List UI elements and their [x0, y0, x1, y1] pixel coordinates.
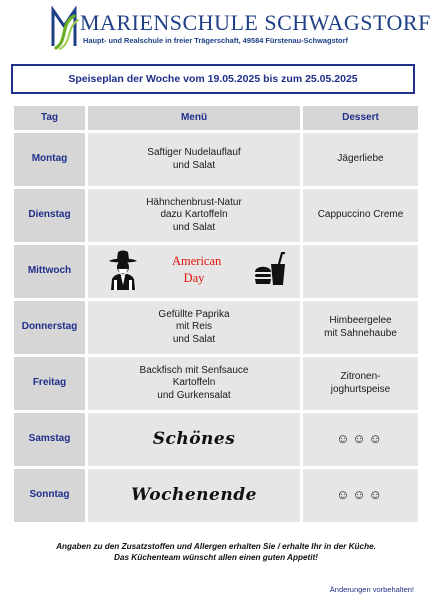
day-label: Samstag	[14, 413, 85, 466]
american-day-text: American Day	[172, 254, 222, 285]
dessert-cell: Zitronen- joghurtspeise	[303, 357, 418, 410]
menu-cell	[88, 245, 300, 298]
table-row-mittwoch	[14, 245, 418, 298]
column-header-day: Tag	[14, 106, 85, 130]
cowboy-icon	[108, 250, 138, 290]
school-logo	[50, 6, 80, 50]
menu-cell: Gefüllte Paprika mit Reis und Salat	[88, 301, 300, 354]
dessert-cell: Cappuccino Creme	[303, 189, 418, 242]
allergen-note	[0, 541, 432, 563]
day-label: Sonntag	[14, 469, 85, 522]
column-header-dessert: Dessert	[303, 106, 418, 130]
table-row-dienstag	[14, 189, 418, 242]
day-label: Mittwoch	[14, 245, 85, 298]
changes-disclaimer: Änderungen vorbehalten!	[329, 585, 414, 594]
smiley-icons: ☺☺☺	[303, 469, 418, 522]
week-title: Speiseplan der Woche vom 19.05.2025 bis zum 25.05.2025	[68, 73, 358, 85]
smiley-icons: ☺☺☺	[303, 413, 418, 466]
column-header-menu: Menü	[88, 106, 300, 130]
table-row-samstag	[14, 413, 418, 466]
day-label: Dienstag	[14, 189, 85, 242]
table-header-row	[14, 106, 418, 130]
school-header	[50, 6, 431, 50]
dessert-cell	[303, 245, 418, 298]
allergen-note-line-2: Das Küchenteam wünscht allen einen guten Appetit!	[114, 553, 318, 562]
menu-cell: Hähnchenbrust-Natur dazu Kartoffeln und Salat	[88, 189, 300, 242]
menu-cell: Schönes	[88, 413, 300, 466]
menu-cell: Backfisch mit Senfsauce Kartoffeln und Gurkensalat	[88, 357, 300, 410]
burger-drink-icon	[254, 252, 290, 286]
school-subtitle: Haupt- und Realschule in freier Trägerschaft, 49584 Fürstenau-Schwagstorf	[83, 36, 348, 45]
table-row-montag	[14, 133, 418, 186]
dessert-cell: Jägerliebe	[303, 133, 418, 186]
american-day-graphic	[88, 245, 300, 298]
day-label: Freitag	[14, 357, 85, 410]
menu-cell: Saftiger Nudelauflauf und Salat	[88, 133, 300, 186]
school-name: MARIENSCHULE SCHWAGSTORF	[80, 10, 431, 35]
table-row-donnerstag	[14, 301, 418, 354]
allergen-note-line-1: Angaben zu den Zusatzstoffen und Allergen erhalten Sie / erhalte Ihr in der Küche.	[56, 542, 376, 551]
dessert-cell: Himbeergelee mit Sahnehaube	[303, 301, 418, 354]
day-label: Montag	[14, 133, 85, 186]
table-row-sonntag	[14, 469, 418, 522]
table-row-freitag	[14, 357, 418, 410]
week-title-box	[11, 64, 415, 94]
menu-cell: Wochenende	[88, 469, 300, 522]
day-label: Donnerstag	[14, 301, 85, 354]
